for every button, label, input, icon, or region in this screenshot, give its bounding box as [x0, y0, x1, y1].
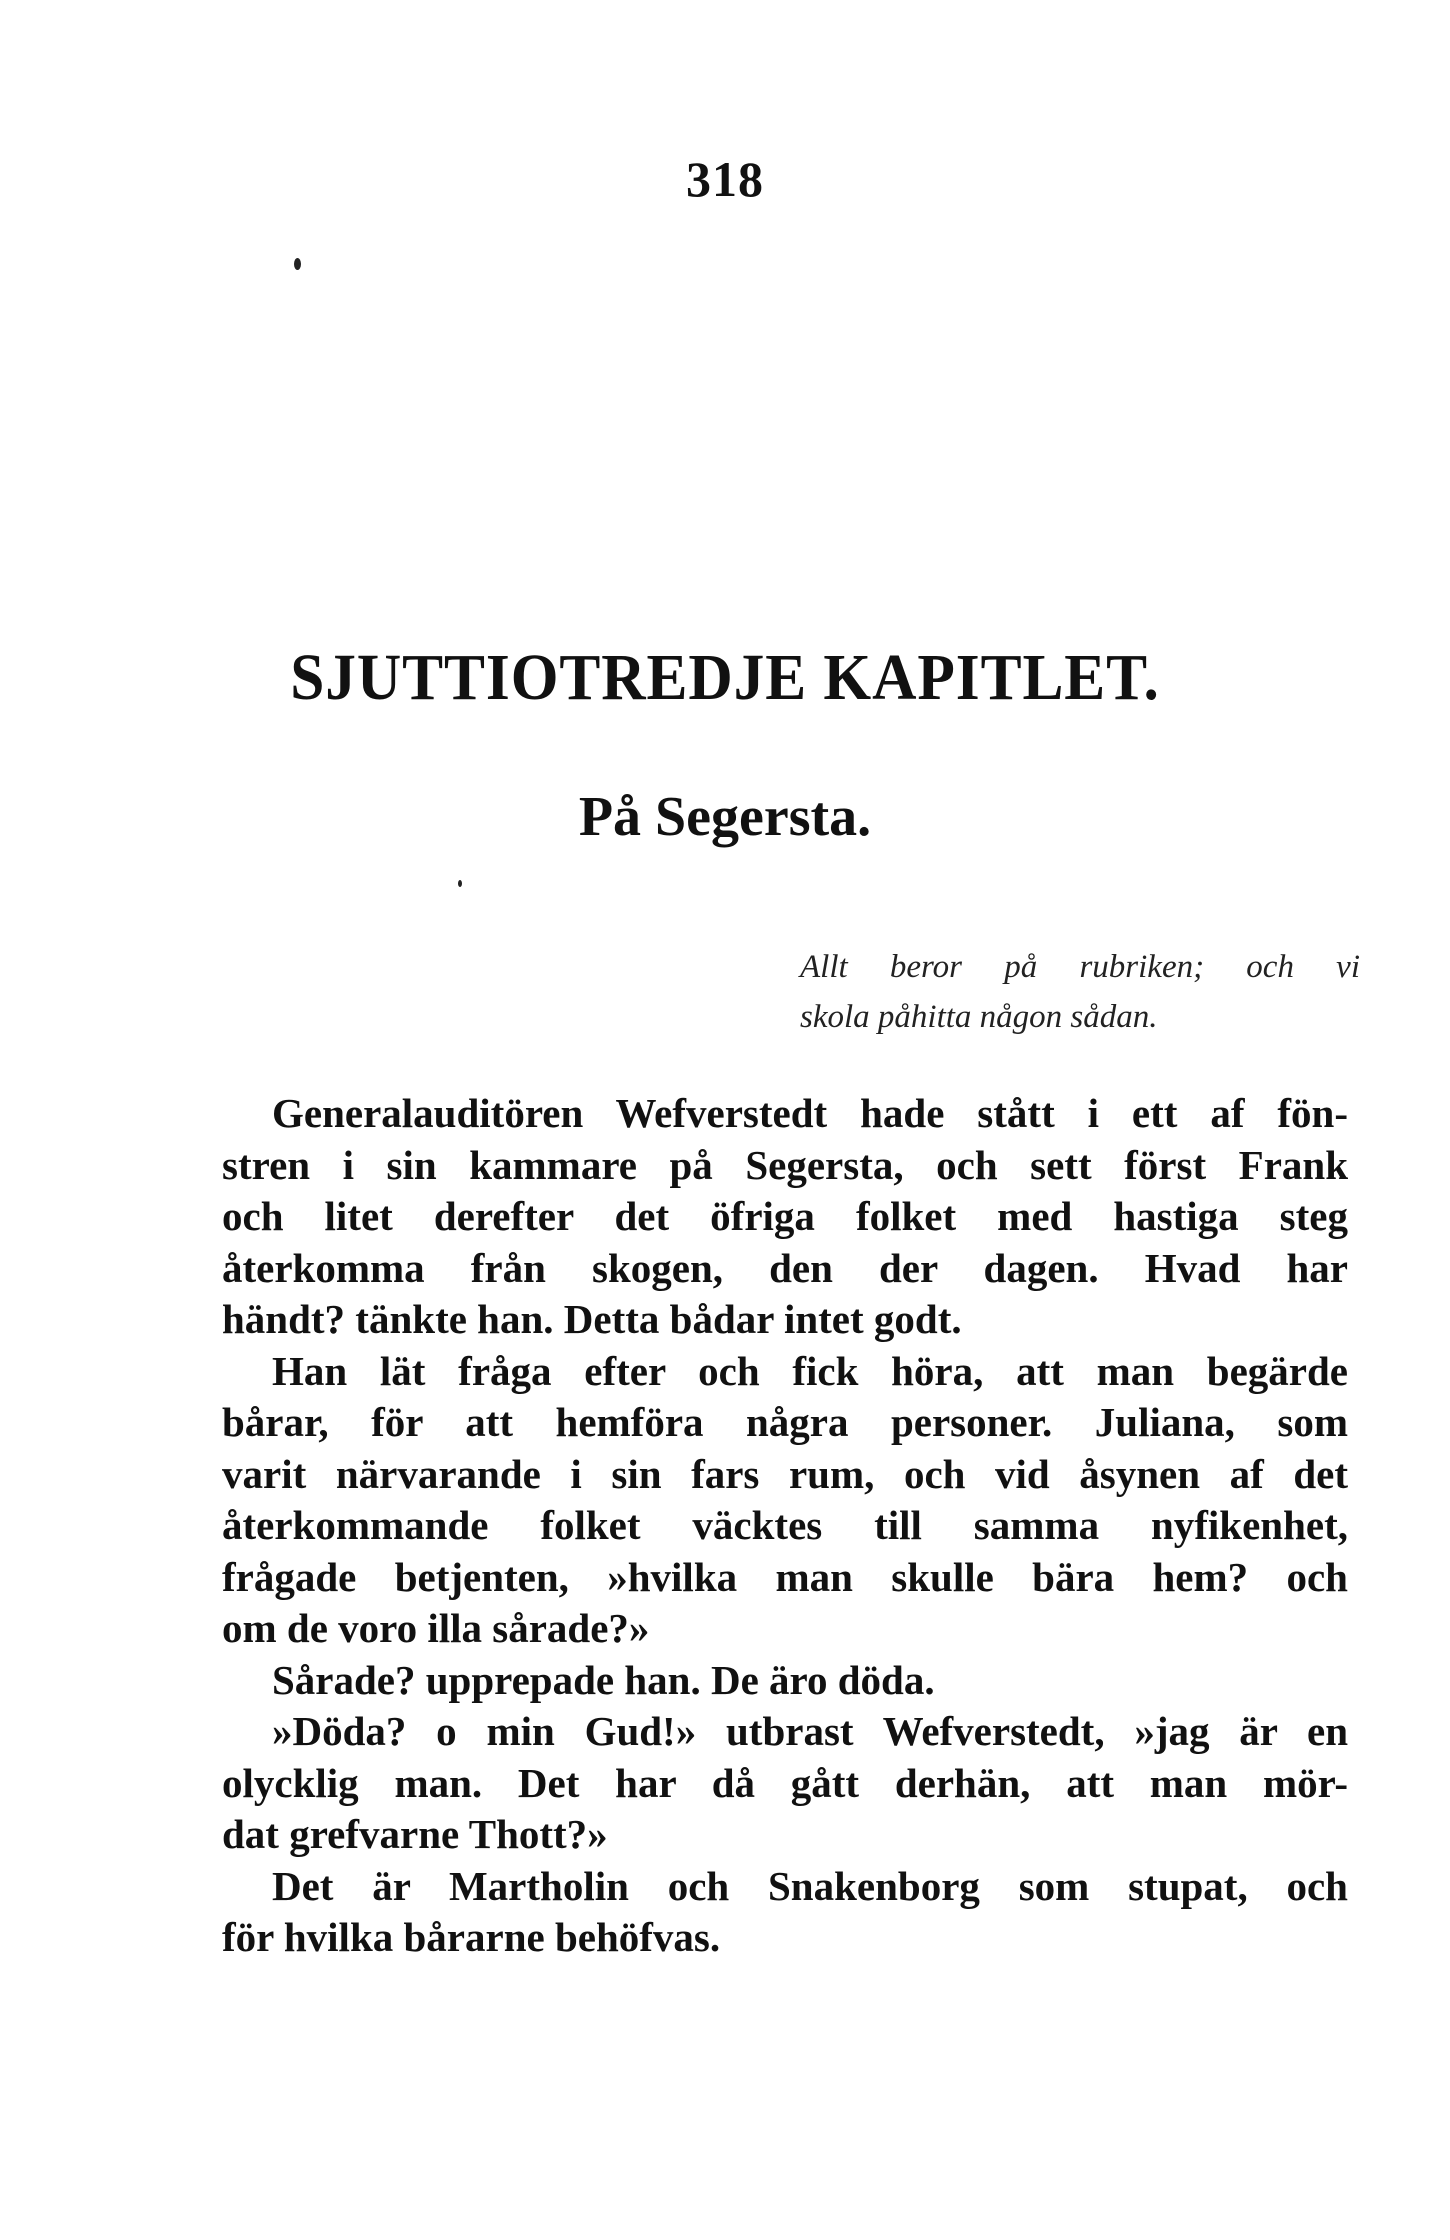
- text-line: återkommande folket väcktes till samma nyfikenhet,: [222, 1502, 1348, 1548]
- text-line: dat grefvarne Thott?»: [222, 1811, 608, 1857]
- paragraph: [222, 1655, 1348, 1707]
- paragraph: [222, 1346, 1348, 1655]
- text-line: om de voro illa sårade?»: [222, 1605, 650, 1651]
- page-number: 318: [686, 151, 764, 207]
- print-speck: [294, 258, 301, 270]
- text-line: Generalauditören Wefverstedt hade stått i ett af fön-: [272, 1090, 1348, 1136]
- text-line: Sårade? upprepade han. De äro döda.: [272, 1656, 935, 1703]
- epigraph: [800, 942, 1360, 1042]
- text-line: olycklig man. Det har då gått derhän, att man mör-: [222, 1759, 1348, 1806]
- chapter-subtitle: På Segersta.: [578, 786, 872, 848]
- paragraph: [222, 1706, 1348, 1861]
- text-line: Han lät fråga efter och fick höra, att man begärde: [272, 1347, 1348, 1394]
- chapter-title: SJUTTIOTREDJE KAPITLET.: [290, 641, 1160, 714]
- text-line: frågade betjenten, »hvilka man skulle bära hem? och: [222, 1553, 1348, 1600]
- text-line: Det är Martholin och Snakenborg som stupat, och: [272, 1862, 1348, 1909]
- epigraph-line: Allt beror på rubriken; och vi: [800, 949, 1360, 985]
- text-line: händt? tänkte han. Detta bådar intet godt.: [222, 1296, 962, 1342]
- paragraph: [222, 1088, 1348, 1346]
- body-text: [222, 1088, 1348, 1964]
- epigraph-line: skola påhitta någon sådan.: [800, 999, 1158, 1035]
- text-line: återkomma från skogen, den der dagen. Hvad har: [222, 1244, 1348, 1291]
- text-line: »Döda? o min Gud!» utbrast Wefverstedt, »jag är en: [272, 1708, 1348, 1754]
- text-line: stren i sin kammare på Segersta, och sett först Frank: [222, 1141, 1348, 1188]
- print-speck: [458, 880, 462, 887]
- text-line: och litet derefter det öfriga folket med hastiga steg: [222, 1193, 1348, 1239]
- text-line: bårar, för att hemföra några personer. Juliana, som: [222, 1399, 1348, 1445]
- text-line: varit närvarande i sin fars rum, och vid åsynen af det: [222, 1450, 1348, 1497]
- text-line: för hvilka bårarne behöfvas.: [222, 1914, 721, 1960]
- paragraph: [222, 1861, 1348, 1964]
